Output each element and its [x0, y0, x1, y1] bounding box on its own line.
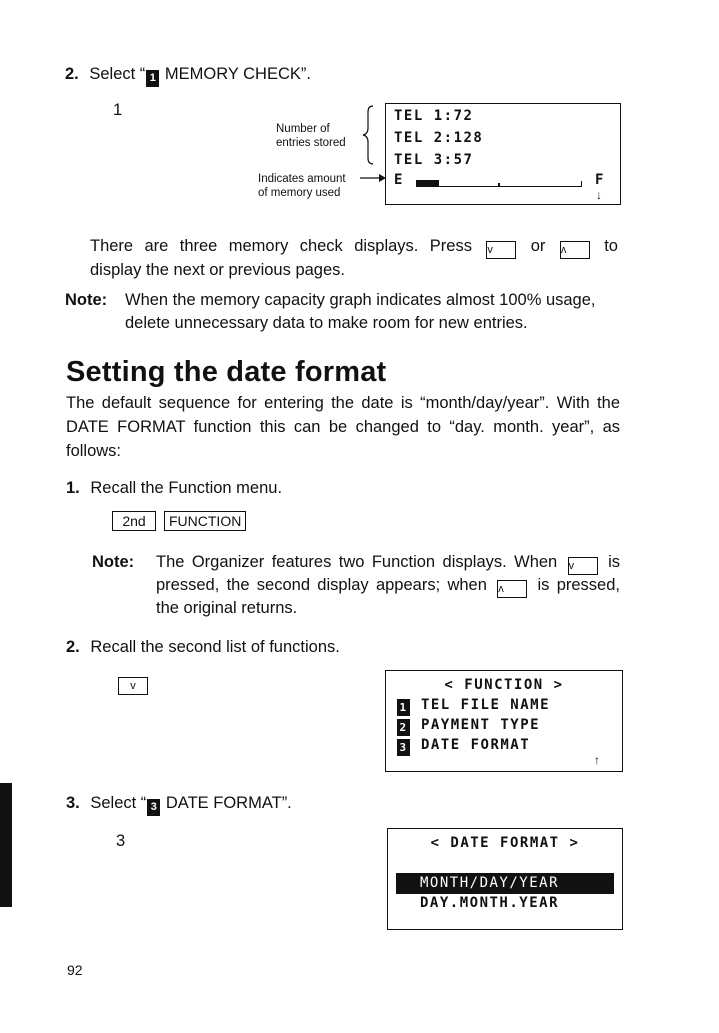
note2-line3: the original returns. — [156, 599, 298, 617]
badge-3: 3 — [397, 739, 410, 756]
memory-usage-endtick — [581, 181, 583, 187]
pointer-arrow — [359, 172, 387, 184]
step-number: 2. — [65, 65, 79, 83]
memory-annotation-line1: Indicates amount — [258, 173, 346, 185]
lcd-memory-line2: TEL 2:128 — [394, 130, 484, 146]
note2-text-1b: is — [608, 553, 620, 571]
2nd-key: 2nd — [112, 511, 156, 531]
displays-text-or: or — [530, 237, 546, 255]
lcd-memory-line3: TEL 3:57 — [394, 152, 474, 168]
displays-text-part2: to — [604, 237, 618, 255]
lcd-date-display — [387, 828, 623, 930]
down-key-icon: v — [486, 241, 516, 259]
lcd-memory-line1: TEL 1:72 — [394, 108, 474, 124]
lcd-function-display — [385, 670, 623, 772]
up-arrow-icon: ↑ — [594, 753, 600, 767]
step-number: 3. — [66, 794, 80, 812]
step-second-list — [66, 635, 340, 659]
note1-line2: delete unnecessary data to make room for new entries. — [125, 314, 528, 332]
lcd-function-title: < FUNCTION > — [444, 677, 564, 693]
lcd-memory-empty-label: E — [394, 172, 404, 188]
note1-label: Note: — [65, 291, 108, 309]
badge-2: 2 — [397, 719, 410, 736]
entries-annotation-line1: Number of — [276, 123, 330, 135]
lcd-function-item-label: PAYMENT TYPE — [420, 717, 541, 733]
step-memory-check — [65, 62, 311, 87]
memory-usage-midtick — [498, 183, 500, 187]
memory-keypress: 1 — [113, 101, 123, 119]
down-key-icon: v — [568, 557, 598, 575]
lcd-function-item-1 — [396, 697, 550, 716]
lcd-function-item-label: TEL FILE NAME — [420, 697, 551, 713]
lcd-date-option-other: DAY.MONTH.YEAR — [420, 895, 560, 911]
entries-annotation-line2: entries stored — [276, 137, 346, 149]
note2-label: Note: — [92, 553, 135, 571]
badge-1: 1 — [397, 699, 410, 716]
entries-annotation — [276, 122, 376, 150]
down-key-icon: v — [118, 677, 148, 695]
lcd-date-option-selected: MONTH/DAY/YEAR — [396, 873, 614, 894]
displays-paragraph-line1 — [90, 234, 618, 259]
step-text: Recall the Function menu. — [90, 479, 283, 497]
section-title: Setting the date format — [66, 356, 387, 388]
note2-line2 — [156, 573, 620, 598]
step-number: 2. — [66, 638, 80, 656]
function-keys — [112, 511, 250, 531]
lcd-function-item-3 — [396, 737, 530, 756]
function-key: FUNCTION — [164, 511, 246, 531]
memory-usage-fill — [416, 180, 439, 186]
intro-line3: follows: — [66, 442, 122, 460]
intro-line1: The default sequence for entering the date is “month/day/year”. With the — [66, 394, 620, 412]
note2-line1 — [156, 550, 620, 575]
up-key-icon: ʌ — [560, 241, 590, 259]
lcd-memory-display — [385, 103, 621, 205]
memory-annotation — [258, 172, 368, 200]
note2-text-2b: is pressed, — [537, 576, 620, 594]
date-keypress: 3 — [116, 832, 126, 850]
step-text-prefix: Select “ — [89, 65, 146, 83]
memory-annotation-line2: of memory used — [258, 187, 341, 199]
badge-3: 3 — [147, 799, 160, 816]
down-arrow-icon: ↓ — [596, 188, 602, 202]
step-text-prefix: Select “ — [90, 794, 147, 812]
lcd-date-title: < DATE FORMAT > — [430, 835, 580, 851]
badge-1: 1 — [146, 70, 159, 87]
memory-usage-bar — [416, 180, 581, 187]
note1-line1: When the memory capacity graph indicates almost 100% usage, — [125, 291, 596, 309]
lcd-function-item-2 — [396, 717, 540, 736]
displays-paragraph-line2: display the next or previous pages. — [90, 261, 345, 279]
displays-text-part1: There are three memory check displays. Press — [90, 237, 472, 255]
note2-text-1a: The Organizer features two Function displays. When — [156, 553, 558, 571]
note2-text-2a: pressed, the second display appears; when — [156, 576, 487, 594]
page-number: 92 — [67, 962, 83, 978]
step-text-label: DATE FORMAT”. — [165, 794, 292, 812]
step-recall-menu — [66, 476, 282, 500]
step-text-label: MEMORY CHECK”. — [164, 65, 311, 83]
step-number: 1. — [66, 479, 80, 497]
up-key-icon: ʌ — [497, 580, 527, 598]
step-date-format — [66, 791, 292, 816]
intro-line2: DATE FORMAT function this can be changed to “day. month. year”, as — [66, 418, 620, 436]
step-text: Recall the second list of functions. — [90, 638, 340, 656]
entries-brace — [362, 104, 376, 166]
lcd-function-item-label: DATE FORMAT — [420, 737, 531, 753]
thumb-index-tab — [0, 783, 12, 907]
lcd-memory-full-label: F — [595, 172, 605, 188]
